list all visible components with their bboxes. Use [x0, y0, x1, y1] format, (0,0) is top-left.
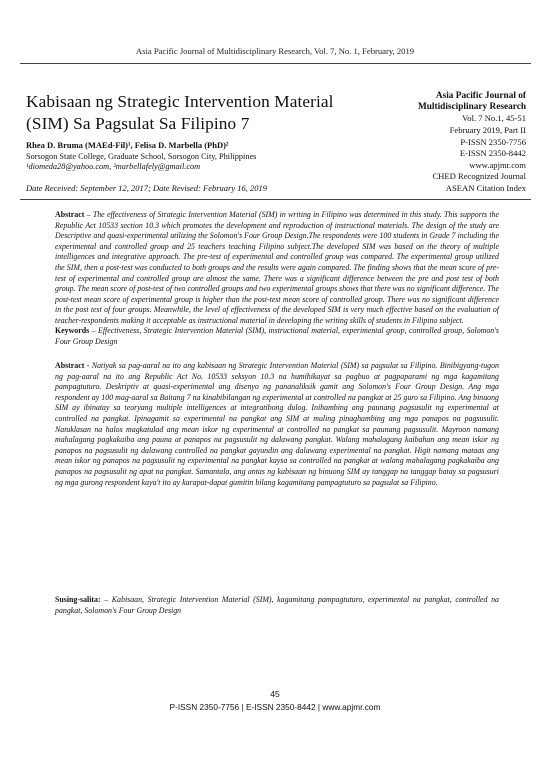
article-title: Kabisaan ng Strategic Intervention Material (SIM) Sa Pagsulat Sa Filipino 7: [26, 92, 334, 133]
journal-meta: [372, 91, 526, 195]
footer-issn-line: P-ISSN 2350-7756 | E-ISSN 2350-8442 | www.apjmr.com: [169, 702, 381, 712]
journal-issue-date: February 2019, Part II: [449, 125, 526, 135]
running-head: Asia Pacific Journal of Multidisciplinary Research, Vol. 7, No. 1, February, 2019: [135, 46, 415, 56]
keywords-label: Keywords: [55, 326, 90, 335]
journal-index: ASEAN Citation Index: [445, 182, 526, 193]
keywords-filipino: [55, 595, 499, 616]
abstract-english: [55, 210, 499, 327]
journal-volume: Vol. 7 No.1, 45-51: [462, 113, 526, 124]
author-emails: ¹diomeda28@yahoo.com, ²marbellafely@gmail.com: [26, 162, 201, 171]
article-dates: Date Received: September 12, 2017; Date Revised: February 16, 2019: [26, 183, 267, 193]
page-number: 45: [270, 689, 280, 699]
journal-website[interactable]: www.apjmr.com: [469, 159, 526, 170]
section-rule: [20, 199, 531, 200]
journal-eissn: E-ISSN 2350-8442: [459, 148, 526, 159]
keywords-filipino-text: – Kabisaan, Strategic Intervention Material (SIM), kagamitang pampagtuturo, experimental na pangkat, controlled na pangkat, Solomon's Four Group Design: [55, 595, 499, 615]
abstract-text: – The effectiveness of Strategic Intervention Material (SIM) in writing in Filipino was determined in this study. This supports the Republic Act 10533 section 10.3 which promotes the development and reproduction of instructional materials. The design of the study are Descriptive and quasi-experimental utilizing the Solomon's Four Group Design.The respondents were 100 students in Grade 7 including the experimental and controlled group and 25 teachers teaching Filipino subject.The developed SIM was based on the theory of multiple intelligences and integrative approach. The pre-test of experimental and controlled group was compared. The experimental group utilized the SIM, then a post-test was conducted to both groups and the results were again compared. The finding shows that the mean score of pre-test of experimental and controlled group are almost the same. There was a significant difference between the pre and post test of both group. The mean score of post-test of two controlled groups and two experimental groups shows that there was no significant difference. The post-test mean score of experimental group is higher than the post-test mean score of controlled group. There was no significant difference in the post test of four groups. Meanwhile, the level of effectiveness of the developed SIM is very much effective based on the evaluation of teacher-respondents making it acceptable as instructional material in developing the writing skills of students in Filipino subject.: [55, 210, 499, 325]
journal-recognition: CHED Recognized Journal: [432, 171, 526, 182]
journal-name: Asia Pacific Journal of Multidisciplinary Research: [417, 91, 526, 113]
keywords-filipino-label: Susing-salita:: [55, 595, 101, 604]
journal-pissn: P-ISSN 2350-7756: [460, 136, 526, 147]
abstract-filipino: [55, 361, 499, 488]
keywords-text: – Effectiveness, Strategic Intervention Material (SIM), instructional material, experimental group, controlled group, Solomon's Four Group Design: [55, 326, 499, 346]
abstract-filipino-label: Abstract: [55, 361, 85, 370]
article-authors: Rhea D. Bruma (MAEd-Fil)¹, Felisa D. Marbella (PhD)²: [26, 140, 229, 150]
keywords-english: [55, 326, 499, 347]
header-rule: [20, 63, 531, 64]
abstract-filipino-text: - Natiyak sa pag-aaral na ito ang kabisaan ng Strategic Intervention Material (SIM) sa pagsulat sa Filipino. Binibigyang-tugon ng pag-aaral na ito ang Republic Act No. 10533 seksyon 10.3 na humihikayat sa pagbuo at pagpaparami ng mga kagamitang pampagtuturo. Deskriptiv at quasi-experimental ang disenyo ng pananaliksik gamit ang Solomon's Four Group Design. Ang mga respondent ay 100 mag-aaral sa Baitang 7 na kinabibilangan ng experimental at controlled na pangkat at 25 guro sa Filipino. Ang binuong SIM ay ibinatay sa teoryang multiple intelligences at integratibong dulog. Inihambing ang paunang pagsusulit ng experimental at controlled na pangkat. Ipinagamit sa experimental na pangkat ang SIM at muling pinaghambing ang mga panapos na pagsusulit. Natuklasan na halos magkatulad ang mean iskor ng experimental at controlled na pangkat sa paunang pagsusulit. Mayroon namang mahalagang pagkakaiba ang pauna at panapos na pagsusulit ng dalawang pangkat. Walang mahalagang kaibahan ang mean iskor ng panapos na pagsusulit ng dalawang controlled na pangkat gayundin ang dalawang experimental na pangkat. Higit namang mataas ang mean iskor ng panapos na pagsusulit ng experimental na pangkat kaysa sa controlled na pangkat at walang mahalagang pagkakaiba ang panapos na pagsusulit ng apat na pangkat. Samantala, ang antas ng kabisaan ng binuong SIM ay tanggap na tanggap batay sa pagsusuri ng mga gurong respondent kaya't ito ay karapat-dapat gamitin bilang kagamitang pampagtuturo sa pagsulat sa Filipino.: [55, 361, 499, 487]
author-affiliation: Sorsogon State College, Graduate School, Sorsogon City, Philippines: [26, 152, 257, 161]
abstract-label: Abstract: [55, 210, 85, 219]
